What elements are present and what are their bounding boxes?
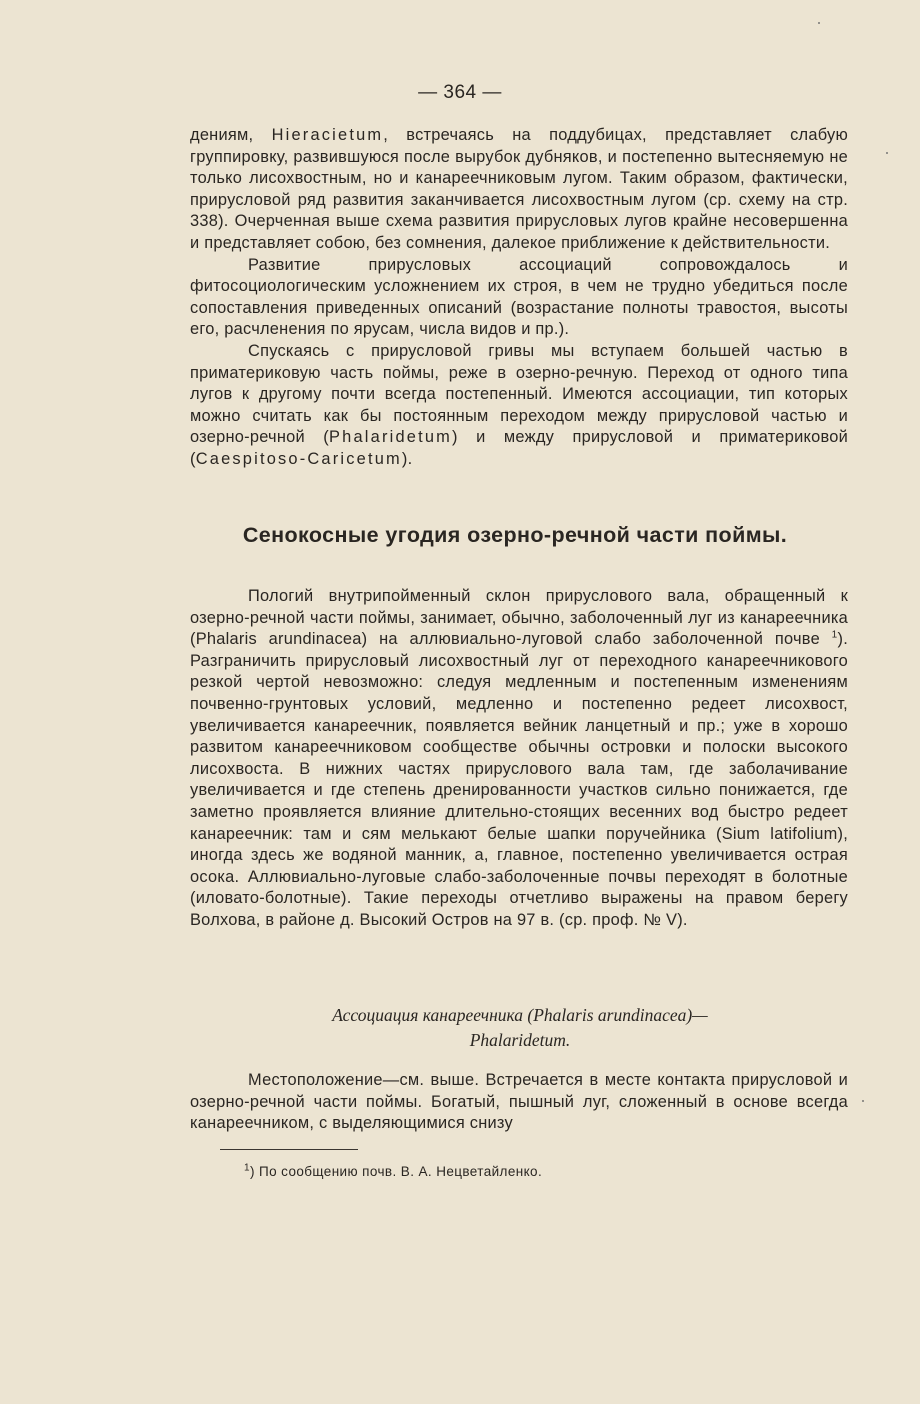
paragraph-text: Пологий внутрипойменный склон прируслового вала, обращенный к озерно-речной части поймы, занимает, обычно, заболоченный луг из канареечника (Phalaris arundinacea) на аллювиально-луговой слабо заболоченной почве — [190, 587, 848, 649]
footnote-text: ) По сообщению почв. В. А. Нецветайленко. — [249, 1164, 543, 1179]
latin-association-name: Caespitoso-Caricetum — [195, 449, 402, 468]
scan-speck — [818, 22, 820, 24]
latin-association-name: Phalaridetum — [329, 428, 453, 447]
subheading-line-2: Phalaridetum. — [469, 1030, 571, 1050]
paragraph-text: ). — [401, 449, 413, 468]
paragraph-text: , встречаясь на поддубицах, представляет слабую группировку, развившуюся после вырубок дубняков, и постепенно вытесняемую не только лисохвостным, но и канареечниковым лугом. Таким образом, фактически, прирусловой ряд развития заканчивается лисохвостным лугом (ср. схему на стр. 338). Очерченная выше схема развития прирусловых лугов крайне несовершенна и представляет собою, без сомнения, далекое приближение к действительности. — [190, 126, 849, 252]
paragraph-hieracietum — [190, 125, 848, 255]
footnote-mark: 1 — [244, 1162, 250, 1174]
footnote — [244, 1164, 542, 1179]
page-number: — 364 — — [418, 82, 502, 103]
footnote-divider — [220, 1149, 358, 1150]
association-subheading — [160, 1003, 880, 1053]
paragraph-text: ) и между прирусловой и приматериковой ( — [190, 428, 848, 468]
paragraph-location: Местоположение—см. выше. Встречается в месте контакта прирусловой и озерно-речной части поймы. Богатый, пышный луг, сложенный в основе всегда канареечником, с выделяющимися снизу — [190, 1071, 848, 1133]
paragraph-text: ). Разграничить прирусловый лисохвостный луг от переходного канареечникового резкой чертой невозможно: следуя медленным и постепенным изменениям почвенно-грунтовых условий, медленно и постепенно редеет лисохвост, увеличивается канареечник, появляется вейник ланцетный и пр.; уже в хорошо развитом канареечниковом сообществе обычны островки и полоски высокого лисохвоста. В нижних частях прируслового вала там, где заболачивание увеличивается и где степень дренированности участков сильно понижается, где заметно проявляется влияние длительно-стоящих весенних вод быстро редеет канареечник: там и сям мелькают белые шапки поручейника (Sium latifolium), иногда здесь же водяной манник, а, главное, постепенно увеличивается острая осока. Аллювиально-луговые слабо-заболоченные почвы переходят в болотные (иловато-болотные). Такие переходы отчетливо выражены на правом берегу Волхова, в районе д. Высокий Остров на 97 в. (ср. проф. № V). — [190, 630, 848, 929]
scan-speck — [886, 152, 888, 154]
text-block-bottom — [190, 1070, 848, 1135]
text-block-top — [190, 125, 848, 471]
paragraph-text: дениям, — [190, 126, 272, 144]
latin-association-name: Hieracietum — [271, 126, 384, 144]
paragraph-text: Спускаясь с прирусловой гривы мы вступаем большей частью в приматериковую часть поймы, реже в озерно-речную. Переход от одного типа лугов к другому почти всегда постепенный. Имеются ассоциации, тип которых можно считать как бы постоянным переходом между прирусловой частью и озерно-речной ( — [190, 341, 848, 447]
scan-speck — [862, 1100, 864, 1102]
subheading-line-1: Ассоциация канареечника (Phalaris arundinacea)— — [332, 1005, 708, 1025]
footnote-reference: 1 — [831, 629, 838, 641]
paragraph-development: Развитие прирусловых ассоциаций сопровождалось и фитосоциологическим усложнением их строя, в чем не трудно убедиться после сопоставления приведенных описаний (возрастание полноты травостоя, высоты его, расчленения по ярусам, числа видов и пр.). — [190, 255, 848, 339]
section-heading: Сенокосные угодия озерно-речной части поймы. — [242, 523, 788, 547]
paragraph-slope — [190, 586, 848, 932]
text-block-middle — [190, 586, 848, 932]
paragraph-transition — [190, 341, 848, 471]
